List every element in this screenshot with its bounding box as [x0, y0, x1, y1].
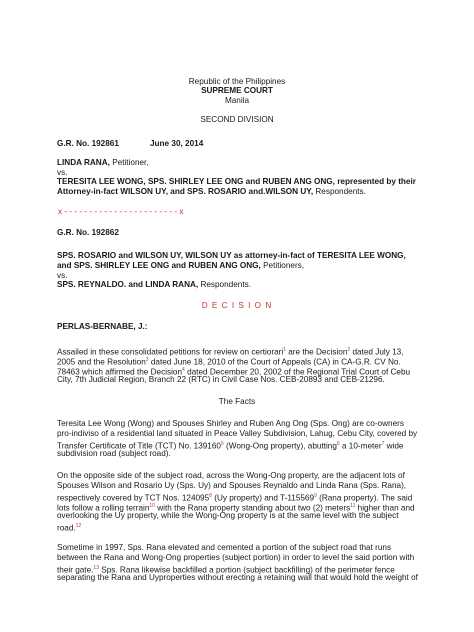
case1-date: June 30, 2014	[150, 139, 204, 148]
footnote-ref[interactable]: 11	[350, 503, 356, 509]
case2-number: G.R. No. 192862	[57, 228, 119, 237]
para4-line4: separating the Rana and Uyproperties without erecting a retaining wall that would hold the weight of	[57, 573, 418, 582]
respondents-names: Attorney-in-fact WILSON UY, and SPS. ROSARIO and.WILSON UY,	[57, 187, 314, 196]
para1-line2: 2005 and the Resolution$^3$ dated June 18, 2010 of the Court of Appeals (CA) in CA-G.R. CV No.	[57, 357, 401, 367]
para4-line3: their gate.$^{13}$ Sps. Rana likewise backfilled a portion (subject backfilling) of the perimeter fence	[57, 565, 395, 575]
division-label: SECOND DIVISION	[200, 115, 274, 124]
case2-petitioners-line1: SPS. ROSARIO and WILSON UY, WILSON UY as attorney-in-fact of TERESITA LEE WONG,	[57, 251, 406, 260]
petitioner-role: Petitioner,	[109, 158, 149, 167]
petitioners-role: Petitioners,	[260, 261, 305, 270]
case2-respondents-names: SPS. REYNALDO. and LINDA RANA,	[57, 280, 199, 289]
para4-line1: Sometime in 1997, Sps. Rana elevated and cemented a portion of the subject road that runs	[57, 543, 392, 552]
footnote-ref[interactable]: 1	[283, 347, 286, 353]
footnote-ref[interactable]: 4	[182, 367, 185, 373]
para3-line6: road.$^{12}$	[57, 523, 82, 533]
republic-label: Republic of the Philippines	[188, 77, 286, 86]
case2-petitioners-line2	[57, 261, 304, 272]
decision-heading: D E C I S I O N	[201, 301, 273, 310]
para3-line4: lots follow a rolling terrain$^{10}$ with the Rana property standing about two (2) meters$^{11}$ higher than and	[57, 503, 415, 513]
para3-line3: respectively covered by TCT Nos. 124095$^8$ (Uy property) and T-115569$^9$ (Rana property). The said	[57, 493, 413, 503]
para2-line2: pro-indiviso of a residential land situated in Peace Valley Subdivision, Lahug, Cebu City, covered by	[57, 429, 418, 438]
para2-line1: Teresita Lee Wong (Wong) and Spouses Shirley and Ruben Ang Ong (Sps. Ong) are co-owners	[57, 419, 404, 428]
court-name: SUPREME COURT	[201, 86, 273, 95]
footnote-ref[interactable]: 7	[381, 441, 385, 447]
para3-line2: Spouses Wilson and Rosario Uy (Sps. Uy) and Spouses Reynaldo and Linda Rana (Sps. Rana),	[57, 481, 407, 490]
case1-respondents-line2	[57, 187, 366, 198]
para2-line4: subdivision road (subject road).	[57, 449, 171, 458]
case2-vs: vs.	[57, 271, 68, 280]
para4-line2: between the Rana and Wong-Ong properties (subject portion) in order to level the said portion with	[57, 553, 415, 562]
footnote-ref[interactable]: 2	[347, 347, 351, 353]
footnote-ref[interactable]: 13	[93, 565, 99, 571]
para3-line1: On the opposite side of the subject road, across the Wong-Ong property, are the adjacent lots of	[57, 471, 405, 480]
footnote-ref[interactable]: 6	[336, 441, 340, 447]
para2-line3: Transfer Certificate of Title (TCT) No. 139160$^5$ (Wong-Ong property), abutting$^6$ a 10-meter$^7$ wide	[57, 441, 404, 451]
case1-petitioner	[57, 158, 149, 169]
para1-line3: 78463 which affirmed the Decision$^4$ dated December 20, 2002 of the Regional Trial Court of Cebu	[57, 367, 411, 377]
footnote-ref[interactable]: 9	[314, 493, 317, 499]
para1-line4: City, 7th Judicial Region, Branch 22 (RTC) in Civil Case Nos. CEB-20893 and CEB-21296.	[57, 375, 385, 384]
case2-respondents	[57, 280, 251, 291]
petitioner-name: LINDA RANA,	[57, 158, 110, 167]
footnote-ref[interactable]: 10	[149, 503, 155, 509]
ponente: PERLAS-BERNABE, J.:	[57, 322, 148, 331]
case1-number: G.R. No. 192861	[57, 139, 119, 148]
case1-respondents-line1: TERESITA LEE WONG, SPS. SHIRLEY LEE ONG and RUBEN ANG ONG, represented by their	[57, 177, 416, 186]
para3-line5: overlooking the Uy property, while the Wong-Ong property is at the same level with the subject	[57, 511, 399, 520]
facts-heading: The Facts	[218, 397, 256, 406]
para1-line1: Assailed in these consolidated petitions for review on certiorari$^1$ are the Decision$^2$ dated July 13,	[57, 347, 404, 357]
footnote-ref[interactable]: 12	[75, 523, 82, 529]
footnote-ref[interactable]: 3	[145, 357, 149, 363]
petitioners-names: and SPS. SHIRLEY LEE ONG and RUBEN ANG ONG,	[57, 261, 261, 270]
respondents-role: Respondents.	[313, 187, 366, 196]
footnote-ref[interactable]: 8	[209, 493, 212, 499]
case1-vs: vs.	[57, 168, 68, 177]
footnote-ref[interactable]: 5	[220, 441, 224, 447]
city-label: Manila	[224, 96, 250, 105]
case-separator: x - - - - - - - - - - - - - - - - - - - - - - - x	[58, 207, 184, 216]
case2-respondents-role: Respondents.	[198, 280, 251, 289]
